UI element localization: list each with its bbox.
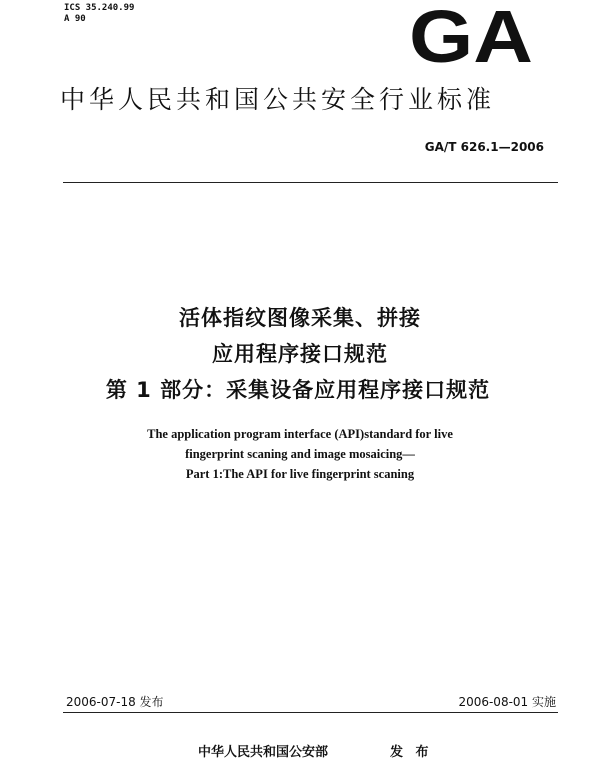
title-en: [0, 424, 600, 484]
standard-category-title: 中华人民共和国公共安全行业标准: [60, 85, 496, 114]
ccs-code: A 90: [64, 14, 86, 24]
title-en-line-2: fingerprint scaning and image mosaicing—: [185, 447, 415, 461]
title-en-line-1: The application program interface (API)standard for live: [147, 427, 453, 441]
publisher-name: 中华人民共和国公安部: [198, 745, 329, 760]
classification-codes: [64, 3, 134, 25]
top-divider: [63, 182, 558, 183]
title-cn-line-2: 应用程序接口规范: [212, 342, 388, 366]
ics-code: ICS 35.240.99: [64, 3, 135, 13]
issue-date: 2006-07-18 发布: [66, 695, 164, 709]
title-cn-line-3: 第 1 部分：采集设备应用程序接口规范: [105, 378, 491, 402]
ga-logo: [408, 4, 534, 66]
bottom-divider: [63, 712, 558, 713]
publish-label: 发 布: [390, 745, 433, 760]
ga-logo-text: GA: [409, 4, 533, 66]
title-cn-line-1: 活体指纹图像采集、拼接: [179, 306, 421, 330]
standard-number: GA/T 626.1—2006: [424, 140, 544, 154]
implementation-date: 2006-08-01 实施: [458, 695, 556, 709]
ga-logo-mark: [408, 4, 534, 66]
title-en-line-3: Part 1:The API for live fingerprint scaning: [185, 467, 415, 481]
